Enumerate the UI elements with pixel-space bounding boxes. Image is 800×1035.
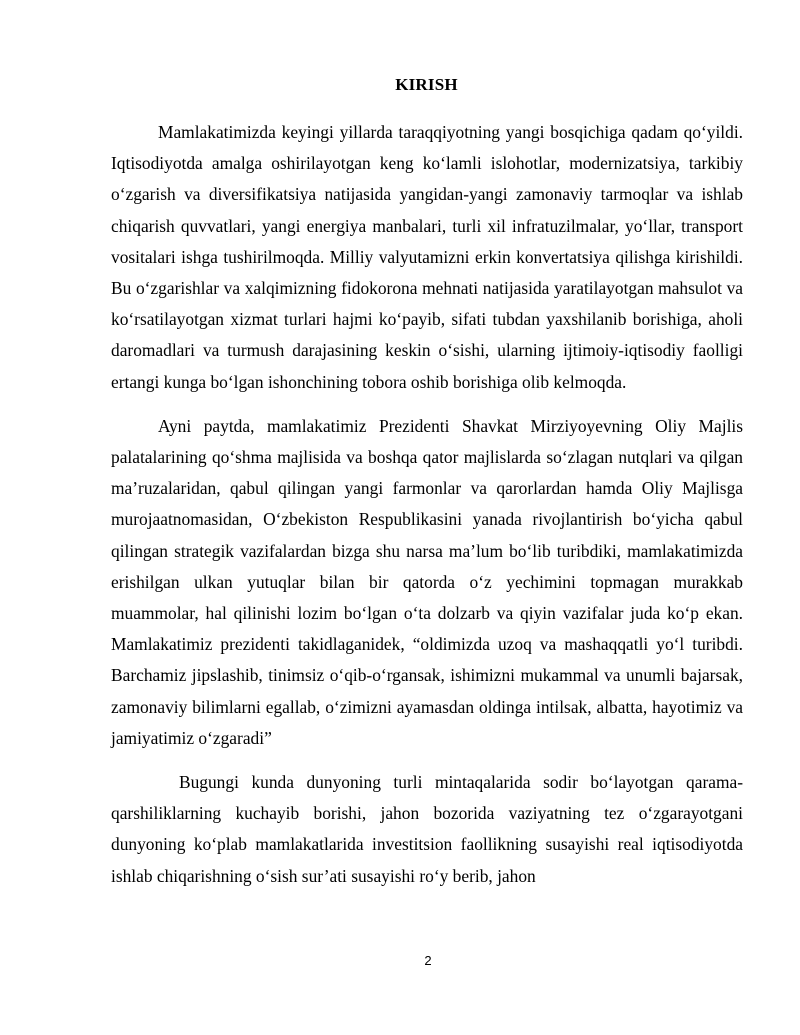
paragraph-global: Bugungi kunda dunyoning turli mintaqalarida sodir bo‘layotgan qarama-qarshiliklarning kuchayib borishi, jahon bozorida vaziyatning tez o‘zgarayotgani dunyoning ko‘plab mamlakatlarida investitsion faollikning susayishi real iqtisodiyotda ishlab chiqarishning o‘sish sur’ati susayishi ro‘y berib, jahon <box>111 772 743 886</box>
page-number: 2 <box>424 953 432 968</box>
paragraph-intro: Mamlakatimizda keyingi yillarda taraqqiyotning yangi bosqichiga qadam qo‘yildi. Iqtisodiyotda amalga oshirilayotgan keng ko‘lamli islohotlar, modernizatsiya, tarkibiy o‘zgarish va diversifikatsiya natijasida yangidan-yangi zamonaviy tarmoqlar va ishlab chiqarish quvvatlari, yangi energiya manbalari, turli xil infratuzilmalar, yo‘llar, transport vositalari ishga tushirilmoqda. Milliy valyutamizni erkin konvertatsiya qilishga kirishildi. Bu o‘zgarishlar va xalqimizning fidokorona mehnati natijasida yaratilayotgan mahsulot va ko‘rsatilayotgan xizmat turlari hajmi ko‘payib, sifati tubdan yaxshilanib borishiga, aholi daromadlari va turmush darajasining keskin o‘sishi, ularning ijtimoiy-iqtisodiy faolligi ertangi kunga bo‘lgan ishonchining tobora oshib borishiga olib kelmoqda. <box>111 122 743 392</box>
paragraph-president: Ayni paytda, mamlakatimiz Prezidenti Shavkat Mirziyoyevning Oliy Majlis palatalarining qo‘shma majlisida va boshqa qator majlislarda so‘zlagan nutqlari va qilgan ma’ruzalaridan, qabul qilingan yangi farmonlar va qarorlardan hamda Oliy Majlisga murojaatnomasidan, O‘zbekiston Respublikasini yanada rivojlantirish bo‘yicha qabul qilingan strategik vazifalardan bizga shu narsa ma’lum bo‘lib turibdiki, mamlakatimizda erishilgan ulkan yutuqlar bilan bir qatorda o‘z yechimini topmagan murakkab muammolar, hal qilinishi lozim bo‘lgan o‘ta dolzarb va qiyin vazifalar juda ko‘p ekan. Mamlakatimiz prezidenti takidlaganidek, “oldimizda uzoq va mashaqqatli yo‘l turibdi. Barchamiz jipslashib, tinimsiz o‘qib-o‘rgansak, ishimizni mukammal va unumli bajarsak, zamonaviy bilimlarni egallab, o‘zimizni ayamasdan oldinga intilsak, albatta, hayotimiz va jamiyatimiz o‘zgaradi” <box>111 415 743 748</box>
section-title: KIRISH <box>395 75 458 94</box>
document-body <box>111 117 743 892</box>
